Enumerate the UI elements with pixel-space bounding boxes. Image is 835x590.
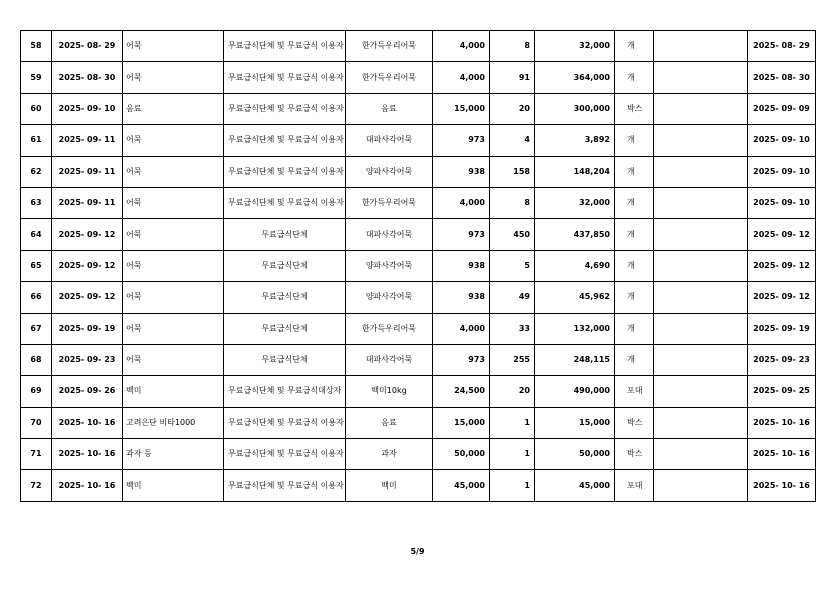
end-date-cell: 2025- 09- 12 <box>748 219 816 250</box>
amount-cell: 4,690 <box>535 250 615 281</box>
amount-cell: 364,000 <box>535 62 615 93</box>
date-cell: 2025- 09- 23 <box>52 344 123 375</box>
recipient-cell: 무료급식단체 및 무료급식 이용자 <box>224 187 346 218</box>
note-cell <box>654 156 748 187</box>
end-date-cell: 2025- 09- 10 <box>748 187 816 218</box>
item-cell: 어묵 <box>123 62 224 93</box>
note-cell <box>654 187 748 218</box>
row-number-cell: 69 <box>21 376 52 407</box>
quantity-cell: 1 <box>490 439 535 470</box>
date-cell: 2025- 09- 12 <box>52 250 123 281</box>
date-cell: 2025- 10- 16 <box>52 439 123 470</box>
product-cell: 대파사각어묵 <box>346 125 433 156</box>
amount-cell: 32,000 <box>535 31 615 62</box>
end-date-cell: 2025- 09- 09 <box>748 93 816 124</box>
row-number-cell: 67 <box>21 313 52 344</box>
quantity-cell: 91 <box>490 62 535 93</box>
date-cell: 2025- 09- 12 <box>52 219 123 250</box>
item-cell: 음료 <box>123 93 224 124</box>
quantity-cell: 49 <box>490 282 535 313</box>
quantity-cell: 255 <box>490 344 535 375</box>
note-cell <box>654 439 748 470</box>
end-date-cell: 2025- 09- 12 <box>748 250 816 281</box>
amount-cell: 248,115 <box>535 344 615 375</box>
unit-price-cell: 24,500 <box>433 376 490 407</box>
table-row <box>21 344 816 375</box>
item-cell: 어묵 <box>123 156 224 187</box>
unit-cell: 포대 <box>615 376 654 407</box>
note-cell <box>654 219 748 250</box>
table-row <box>21 407 816 438</box>
unit-price-cell: 15,000 <box>433 407 490 438</box>
table-row <box>21 156 816 187</box>
unit-price-cell: 973 <box>433 344 490 375</box>
amount-cell: 45,000 <box>535 470 615 501</box>
amount-cell: 3,892 <box>535 125 615 156</box>
product-cell: 한가득우리어묵 <box>346 31 433 62</box>
recipient-cell: 무료급식단체 <box>224 250 346 281</box>
product-cell: 대파사각어묵 <box>346 219 433 250</box>
end-date-cell: 2025- 08- 30 <box>748 62 816 93</box>
unit-cell: 개 <box>615 62 654 93</box>
quantity-cell: 8 <box>490 187 535 218</box>
item-cell: 고려은단 비타1000 <box>123 407 224 438</box>
unit-price-cell: 4,000 <box>433 187 490 218</box>
unit-price-cell: 938 <box>433 282 490 313</box>
item-cell: 어묵 <box>123 31 224 62</box>
table-row <box>21 187 816 218</box>
unit-price-cell: 973 <box>433 219 490 250</box>
row-number-cell: 64 <box>21 219 52 250</box>
product-cell: 백미 <box>346 470 433 501</box>
unit-cell: 개 <box>615 187 654 218</box>
table-row <box>21 62 816 93</box>
note-cell <box>654 376 748 407</box>
item-cell: 백미 <box>123 376 224 407</box>
end-date-cell: 2025- 09- 10 <box>748 125 816 156</box>
recipient-cell: 무료급식단체 및 무료급식대상자 <box>224 376 346 407</box>
table-row <box>21 125 816 156</box>
end-date-cell: 2025- 09- 12 <box>748 282 816 313</box>
end-date-cell: 2025- 09- 23 <box>748 344 816 375</box>
note-cell <box>654 31 748 62</box>
date-cell: 2025- 09- 10 <box>52 93 123 124</box>
row-number-cell: 63 <box>21 187 52 218</box>
date-cell: 2025- 08- 30 <box>52 62 123 93</box>
ledger-body <box>21 31 816 502</box>
note-cell <box>654 125 748 156</box>
unit-price-cell: 938 <box>433 156 490 187</box>
recipient-cell: 무료급식단체 및 무료급식 이용자 <box>224 125 346 156</box>
end-date-cell: 2025- 10- 16 <box>748 439 816 470</box>
row-number-cell: 68 <box>21 344 52 375</box>
end-date-cell: 2025- 09- 10 <box>748 156 816 187</box>
quantity-cell: 20 <box>490 376 535 407</box>
amount-cell: 437,850 <box>535 219 615 250</box>
note-cell <box>654 62 748 93</box>
product-cell: 양파사각어묵 <box>346 282 433 313</box>
unit-price-cell: 45,000 <box>433 470 490 501</box>
item-cell: 백미 <box>123 470 224 501</box>
row-number-cell: 59 <box>21 62 52 93</box>
note-cell <box>654 470 748 501</box>
date-cell: 2025- 09- 11 <box>52 156 123 187</box>
unit-price-cell: 938 <box>433 250 490 281</box>
recipient-cell: 무료급식단체 <box>224 282 346 313</box>
row-number-cell: 65 <box>21 250 52 281</box>
row-number-cell: 72 <box>21 470 52 501</box>
row-number-cell: 58 <box>21 31 52 62</box>
amount-cell: 45,962 <box>535 282 615 313</box>
amount-cell: 32,000 <box>535 187 615 218</box>
unit-cell: 개 <box>615 31 654 62</box>
end-date-cell: 2025- 09- 25 <box>748 376 816 407</box>
recipient-cell: 무료급식단체 및 무료급식 이용자 <box>224 31 346 62</box>
row-number-cell: 62 <box>21 156 52 187</box>
item-cell: 어묵 <box>123 219 224 250</box>
amount-cell: 490,000 <box>535 376 615 407</box>
quantity-cell: 20 <box>490 93 535 124</box>
end-date-cell: 2025- 10- 16 <box>748 407 816 438</box>
date-cell: 2025- 08- 29 <box>52 31 123 62</box>
unit-cell: 포대 <box>615 470 654 501</box>
unit-cell: 개 <box>615 313 654 344</box>
quantity-cell: 8 <box>490 31 535 62</box>
unit-cell: 개 <box>615 250 654 281</box>
table-row <box>21 313 816 344</box>
unit-price-cell: 973 <box>433 125 490 156</box>
unit-cell: 개 <box>615 125 654 156</box>
product-cell: 한가득우리어묵 <box>346 62 433 93</box>
unit-cell: 박스 <box>615 439 654 470</box>
unit-price-cell: 4,000 <box>433 313 490 344</box>
quantity-cell: 158 <box>490 156 535 187</box>
unit-cell: 개 <box>615 282 654 313</box>
note-cell <box>654 344 748 375</box>
quantity-cell: 33 <box>490 313 535 344</box>
unit-cell: 개 <box>615 344 654 375</box>
unit-price-cell: 50,000 <box>433 439 490 470</box>
product-cell: 양파사각어묵 <box>346 156 433 187</box>
item-cell: 어묵 <box>123 282 224 313</box>
item-cell: 어묵 <box>123 125 224 156</box>
note-cell <box>654 282 748 313</box>
unit-price-cell: 15,000 <box>433 93 490 124</box>
item-cell: 어묵 <box>123 250 224 281</box>
quantity-cell: 5 <box>490 250 535 281</box>
recipient-cell: 무료급식단체 및 무료급식 이용자 <box>224 156 346 187</box>
item-cell: 과자 등 <box>123 439 224 470</box>
end-date-cell: 2025- 08- 29 <box>748 31 816 62</box>
recipient-cell: 무료급식단체 및 무료급식 이용자 <box>224 407 346 438</box>
note-cell <box>654 250 748 281</box>
row-number-cell: 71 <box>21 439 52 470</box>
note-cell <box>654 313 748 344</box>
note-cell <box>654 407 748 438</box>
item-cell: 어묵 <box>123 187 224 218</box>
recipient-cell: 무료급식단체 <box>224 344 346 375</box>
note-cell <box>654 93 748 124</box>
date-cell: 2025- 09- 26 <box>52 376 123 407</box>
amount-cell: 15,000 <box>535 407 615 438</box>
date-cell: 2025- 09- 19 <box>52 313 123 344</box>
date-cell: 2025- 10- 16 <box>52 407 123 438</box>
product-cell: 대파사각어묵 <box>346 344 433 375</box>
unit-cell: 개 <box>615 219 654 250</box>
recipient-cell: 무료급식단체 <box>224 313 346 344</box>
end-date-cell: 2025- 09- 19 <box>748 313 816 344</box>
unit-price-cell: 4,000 <box>433 62 490 93</box>
donation-ledger-table <box>20 30 816 502</box>
amount-cell: 148,204 <box>535 156 615 187</box>
recipient-cell: 무료급식단체 <box>224 219 346 250</box>
recipient-cell: 무료급식단체 및 무료급식 이용자 <box>224 439 346 470</box>
quantity-cell: 450 <box>490 219 535 250</box>
table-row <box>21 439 816 470</box>
row-number-cell: 61 <box>21 125 52 156</box>
unit-cell: 박스 <box>615 93 654 124</box>
amount-cell: 132,000 <box>535 313 615 344</box>
table-row <box>21 470 816 501</box>
product-cell: 음료 <box>346 407 433 438</box>
row-number-cell: 60 <box>21 93 52 124</box>
unit-price-cell: 4,000 <box>433 31 490 62</box>
product-cell: 양파사각어묵 <box>346 250 433 281</box>
row-number-cell: 70 <box>21 407 52 438</box>
amount-cell: 300,000 <box>535 93 615 124</box>
quantity-cell: 4 <box>490 125 535 156</box>
unit-cell: 박스 <box>615 407 654 438</box>
product-cell: 한가득우리어묵 <box>346 187 433 218</box>
date-cell: 2025- 09- 12 <box>52 282 123 313</box>
unit-cell: 개 <box>615 156 654 187</box>
date-cell: 2025- 09- 11 <box>52 125 123 156</box>
amount-cell: 50,000 <box>535 439 615 470</box>
product-cell: 한가득우리어묵 <box>346 313 433 344</box>
page-number: 5/9 <box>410 547 425 556</box>
date-cell: 2025- 10- 16 <box>52 470 123 501</box>
table-row <box>21 93 816 124</box>
row-number-cell: 66 <box>21 282 52 313</box>
table-row <box>21 376 816 407</box>
quantity-cell: 1 <box>490 407 535 438</box>
product-cell: 과자 <box>346 439 433 470</box>
end-date-cell: 2025- 10- 16 <box>748 470 816 501</box>
date-cell: 2025- 09- 11 <box>52 187 123 218</box>
table-row <box>21 219 816 250</box>
product-cell: 음료 <box>346 93 433 124</box>
quantity-cell: 1 <box>490 470 535 501</box>
table-row <box>21 31 816 62</box>
table-row <box>21 250 816 281</box>
recipient-cell: 무료급식단체 및 무료급식 이용자 <box>224 62 346 93</box>
item-cell: 어묵 <box>123 344 224 375</box>
table-row <box>21 282 816 313</box>
item-cell: 어묵 <box>123 313 224 344</box>
recipient-cell: 무료급식단체 및 무료급식 이용자 <box>224 470 346 501</box>
product-cell: 백미10kg <box>346 376 433 407</box>
recipient-cell: 무료급식단체 및 무료급식 이용자 <box>224 93 346 124</box>
